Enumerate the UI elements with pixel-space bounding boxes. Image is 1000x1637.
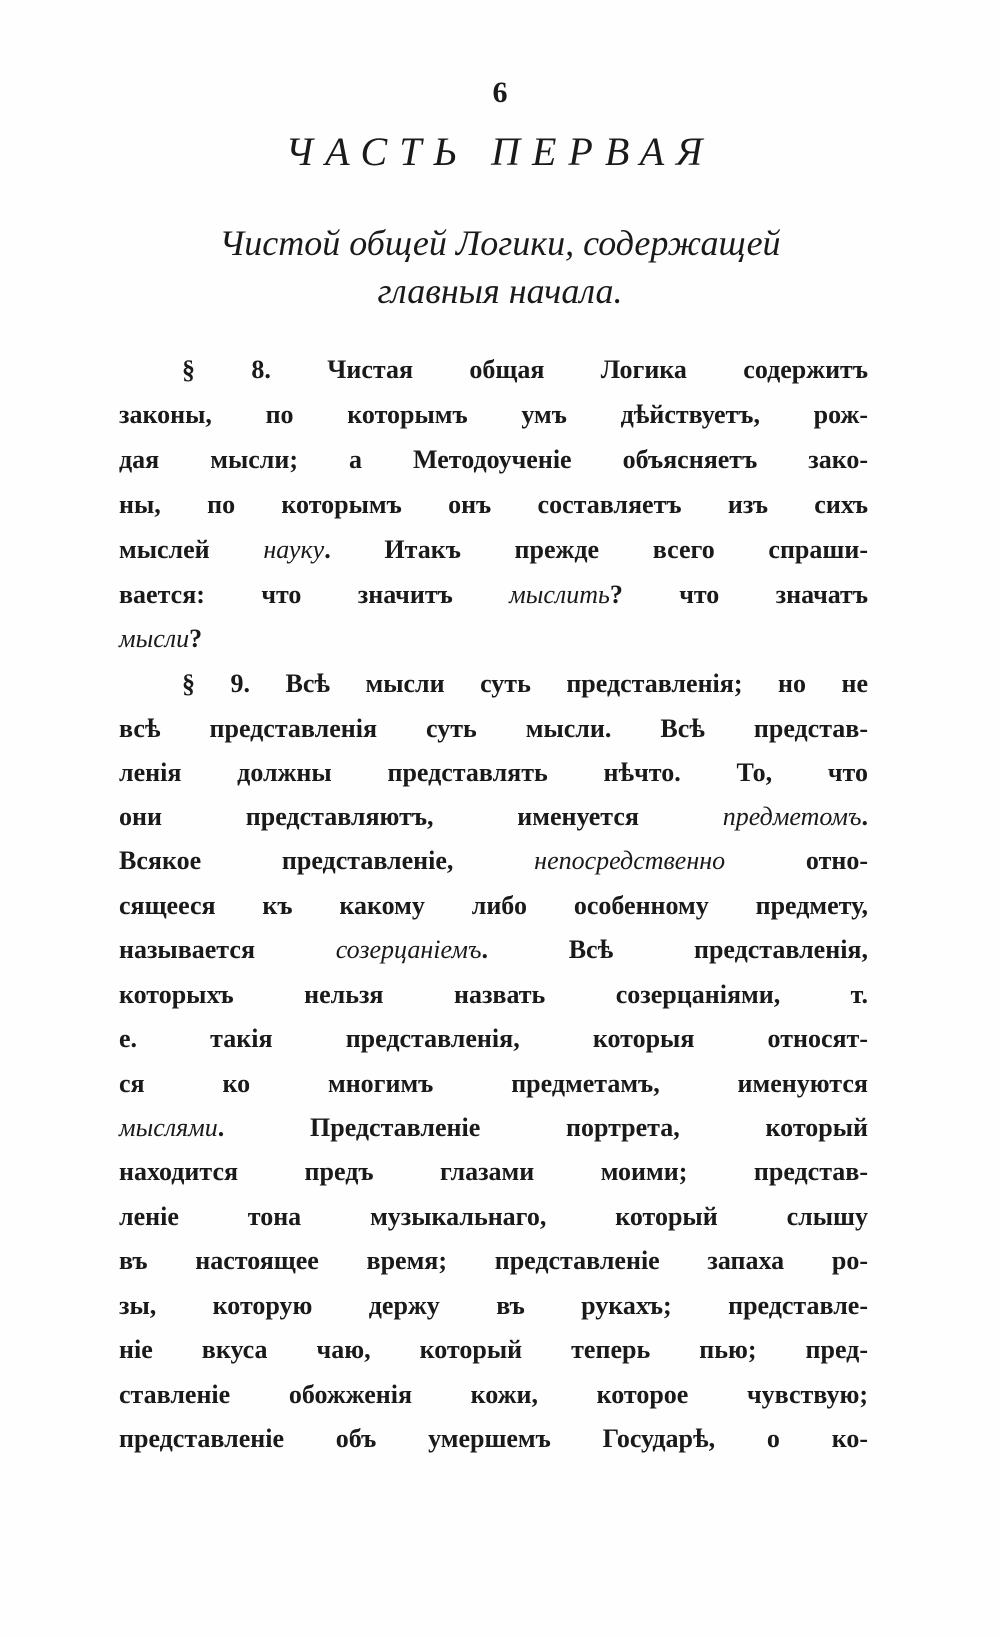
paragraph-9-line: ленія должны представлять нѣчто. То, что [119, 758, 868, 787]
emphasized-word: мыслями [119, 1113, 218, 1142]
paragraph-9-line: ніе вкуса чаю, который теперь пью; пред- [119, 1335, 868, 1364]
paragraph-9-line: всѣ представленія суть мысли. Всѣ представ- [119, 714, 868, 743]
section-subtitle-line-1: Чистой общей Логики, содержащей [219, 223, 781, 263]
paragraph-9-line: § 9. Всѣ мысли суть представленія; но не [182, 669, 868, 698]
paragraph-8-line: § 8. Чистая общая Логика содержитъ [182, 355, 868, 384]
part-title: ЧАСТЬ ПЕРВАЯ [285, 129, 715, 174]
paragraph-9-line: представленіе объ умершемъ Государѣ, о ко- [119, 1424, 868, 1453]
emphasized-word: мыслить [509, 580, 610, 609]
paragraph-8-line: мысли? [119, 624, 203, 653]
paragraph-9-line: въ настоящее время; представленіе запаха ро- [119, 1246, 868, 1275]
paragraph-9-line: находится предъ глазами моими; представ- [119, 1157, 868, 1186]
emphasized-word: непосредственно [534, 846, 726, 875]
paragraph-9-line: е. такія представленія, которыя относят- [119, 1024, 868, 1053]
paragraph-9-line: сящееся къ какому либо особенному предмету, [119, 891, 868, 920]
paragraph-8-line: ны, по которымъ онъ составляетъ изъ сихъ [119, 490, 868, 519]
paragraph-9-line: которыхъ нельзя назвать созерцаніями, т. [119, 980, 868, 1009]
paragraph-8-line: законы, по которымъ умъ дѣйствуетъ, рож- [119, 400, 868, 429]
paragraph-9-line: зы, которую держу въ рукахъ; представле- [119, 1291, 868, 1320]
page-number: 6 [492, 76, 508, 109]
emphasized-word: созерцаніемъ [335, 935, 482, 964]
paragraph-8-line: мыслей наукy. Итакъ прежде всего спраши- [119, 535, 868, 564]
emphasized-word: мысли [119, 624, 190, 653]
paragraph-8-line: вается: что значитъ мыслить? что значатъ [119, 580, 868, 609]
paragraph-9-line: мыслями. Представленіе портрета, который [119, 1113, 868, 1142]
paragraph-9-line: ставленіе обожженія кожи, которое чувствую; [119, 1380, 868, 1409]
emphasized-word: предметомъ [722, 802, 862, 831]
paragraph-9-line: Всякое представленіе, непосредственно отно- [119, 846, 868, 875]
emphasized-word: наукy [263, 535, 325, 564]
paragraph-8-line: дая мысли; а Методоученіе объясняетъ зако- [119, 445, 868, 474]
paragraph-9-line: ся ко многимъ предметамъ, именуются [119, 1069, 868, 1098]
paragraph-9-line: называется созерцаніемъ. Всѣ представленія, [119, 935, 868, 964]
paragraph-9-line: они представляютъ, именуется предметомъ. [119, 802, 868, 831]
section-subtitle-line-2: главныя начала. [377, 271, 623, 311]
paragraph-9-line: леніе тона музыкальнаго, который слышу [119, 1202, 868, 1231]
